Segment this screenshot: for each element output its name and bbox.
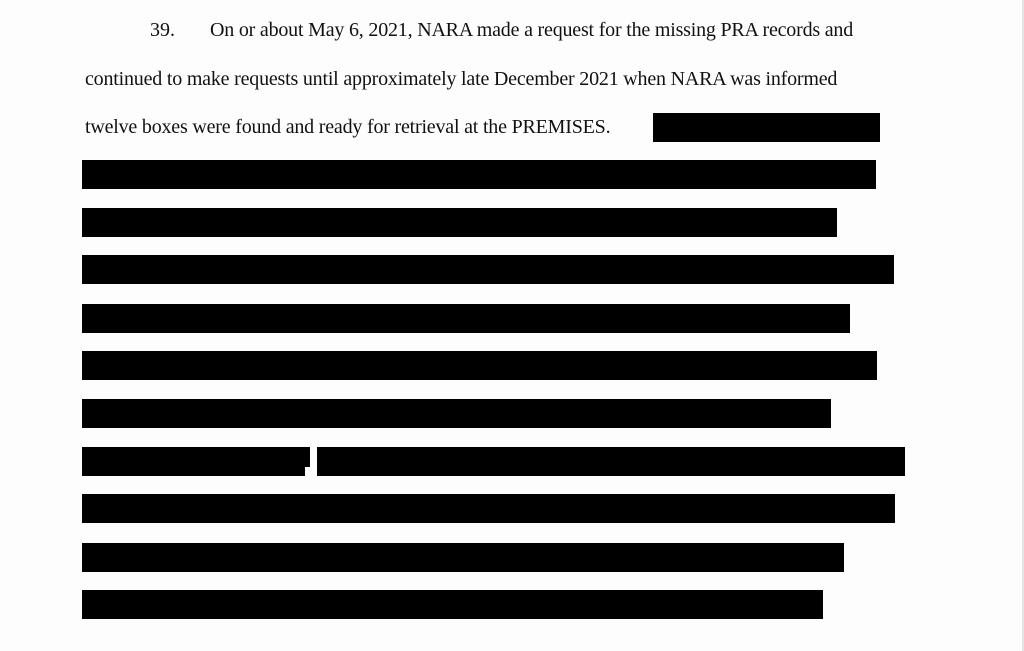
text-line-3: twelve boxes were found and ready for retrieval at the PREMISES. [85,116,611,138]
redaction-block [653,113,880,142]
redaction-block [82,255,894,284]
paragraph-number: 39. [150,19,175,41]
redaction-block [82,494,895,523]
redaction-block [82,399,831,428]
redaction-block [82,351,877,380]
redaction-block [82,304,850,333]
redaction-block [300,447,310,467]
redaction-block [82,447,305,476]
text-line-1: On or about May 6, 2021, NARA made a request for the missing PRA records and [210,19,854,41]
text-line-2: continued to make requests until approximately late December 2021 when NARA was informed [85,68,838,90]
redaction-block [317,447,905,476]
redaction-block [82,160,876,189]
redaction-block [82,590,823,619]
redaction-block [82,543,844,572]
redaction-block [82,208,837,237]
